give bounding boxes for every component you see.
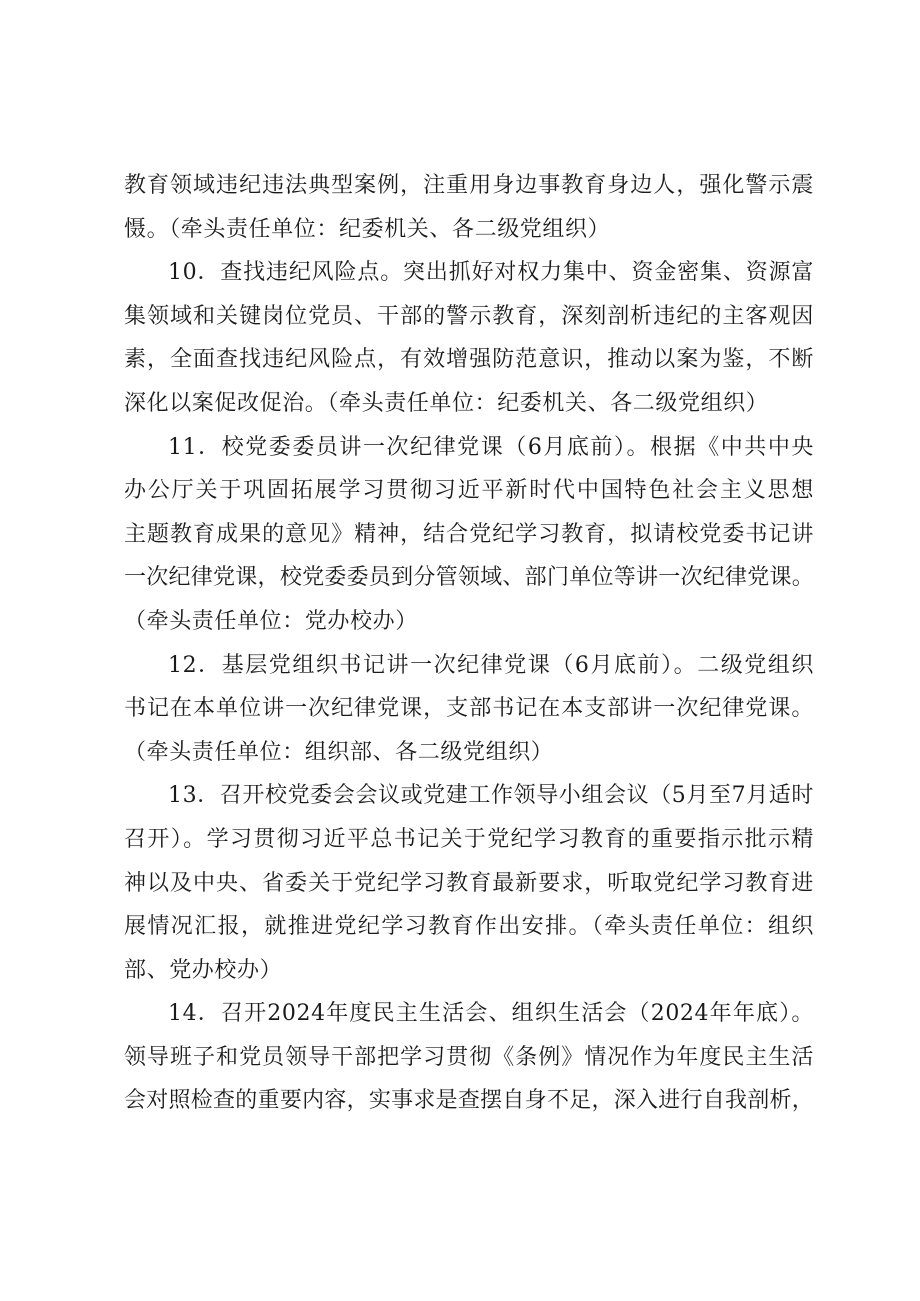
paragraph-12-start: 12．基层党组织书记讲一次纪律党课（6月底前）。二级党组织 <box>168 652 814 678</box>
text-line: 集领域和关键岗位党员、干部的警示教育，深刻剖析违纪的主客观因 <box>124 303 814 329</box>
text-line: 一次纪律党课，校党委委员到分管领域、部门单位等讲一次纪律党课。 <box>124 565 814 591</box>
paragraph-10-start: 10．查找违纪风险点。突出抓好对权力集中、资金密集、资源富 <box>168 260 814 286</box>
text-line: 慑。（牵头责任单位：纪委机关、各二级党组织） <box>124 216 611 242</box>
text-line: 召开）。学习贯彻习近平总书记关于党纪学习教育的重要指示批示精 <box>124 826 814 852</box>
paragraph-13-start: 13．召开校党委会会议或党建工作领导小组会议（5月至7月适时 <box>168 783 814 809</box>
text-line: 神以及中央、省委关于党纪学习教育最新要求，听取党纪学习教育进 <box>124 870 814 896</box>
text-line: 展情况汇报，就推进党纪学习教育作出安排。（牵头责任单位：组织 <box>124 914 814 940</box>
text-line: 办公厅关于巩固拓展学习贯彻习近平新时代中国特色社会主义思想 <box>124 478 814 504</box>
text-line: 领导班子和党员领导干部把学习贯彻《条例》情况作为年度民主生活 <box>124 1044 814 1070</box>
text-line: 教育领域违纪违法典型案例，注重用身边事教育身边人，强化警示震 <box>124 173 814 198</box>
text-line: 深化以案促改促治。（牵头责任单位：纪委机关、各二级党组织） <box>124 390 769 416</box>
text-line: （牵头责任单位：组织部、各二级党组织） <box>124 739 554 765</box>
text-line: 主题教育成果的意见》精神，结合党纪学习教育，拟请校党委书记讲 <box>124 521 814 547</box>
document-body <box>124 164 814 1123</box>
text-line: （牵头责任单位：党办校办） <box>124 608 418 634</box>
text-line: 素，全面查找违纪风险点，有效增强防范意识，推动以案为鉴，不断 <box>124 347 814 373</box>
paragraph-11-start: 11．校党委委员讲一次纪律党课（6月底前）。根据《中共中央 <box>168 434 814 460</box>
text-line: 会对照检查的重要内容，实事求是查摆自身不足，深入进行自我剖析， <box>124 1088 814 1114</box>
paragraph-14-start: 14．召开2024年度民主生活会、组织生活会（2024年年底）。 <box>168 1001 814 1027</box>
text-line: 书记在本单位讲一次纪律党课，支部书记在本支部讲一次纪律党课。 <box>124 696 814 722</box>
text-line: 部、党办校办） <box>124 957 283 983</box>
